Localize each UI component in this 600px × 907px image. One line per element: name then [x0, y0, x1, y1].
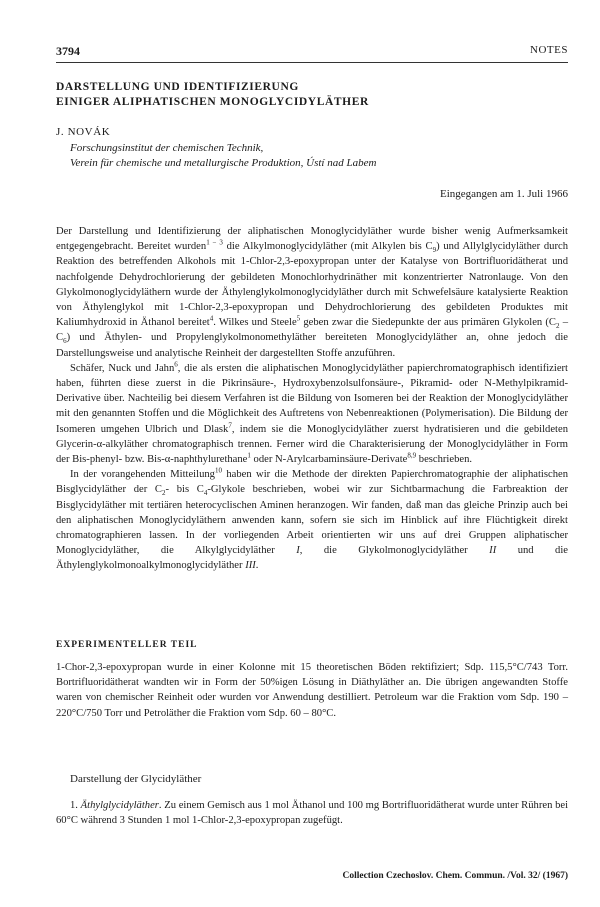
- experimental-heading: EXPERIMENTELLER TEIL: [56, 640, 198, 650]
- author-name: J. NOVÁK: [56, 126, 111, 138]
- section-label: NOTES: [530, 44, 568, 56]
- page-number: 3794: [56, 44, 80, 58]
- header-rule: [56, 62, 568, 63]
- running-header: [56, 44, 568, 62]
- title-line-2: EINIGER ALIPHATISCHEN MONOGLYCIDYLÄTHER: [56, 96, 369, 108]
- received-date: Eingegangen am 1. Juli 1966: [439, 188, 568, 200]
- article-title: [56, 80, 369, 110]
- intro-paragraph-1: Der Darstellung und Identifizierung der aliphatischen Monoglycidyläther wurde bisher wenig Aufmerksamkeit entgegengebracht. Bereitet wurden$^{1 - 3}$ die Alkylmonoglycidyläther (mit Alkylen bis $C_9$) und Allylglycidyläther durch Reaktion des betreffenden Alkohols mit 1-Chlor-2,3-epoxypropan unter der Katalyse von Bortrifluoridätherat und nachfolgende Dehydrochlorierung der gebildeten Monochlorhydrinäther mit konzentrierter Natronlauge. Von den Glykolmonoglycidyläthern wurde der Äthylenglykolmonoglycidyläther durch mit Schwefelsäure katalysierte Reaktion von Äthylenglykol mit 1-Chlor-2,3-epoxypropan und Dehydrochlorierung des gebildeten Produktes mit Kaliumhydroxid in Äthanol bereitet$^4$. Wilkes und Steele$^5$ geben zwar die Siedepunkte der aus primären Glykolen $(C_2 - C_6)$ und Äthylen- und Propylenglykolmonomethyläther bereiteten Monoglycidyläther an, ohne jedoch die Darstellungsweise und analytische Reinheit der dargestellten Stoffe anzuführen.: [56, 226, 569, 359]
- intro-paragraph-3: In der vorangehenden Mitteilung$^{10}$ haben wir die Methode der direkten Papierchromatographie der aliphatischen Bisglycidyläther der $C_2-$ bis $C_4$-Glykole beschrieben, wobei wir zur Sichtbarmachung die Farbreaktion der Bisglycidyläther mit tertiären heterocyclischen Aminen heranzogen. Wir fanden, daß man das gleiche Prinzip auch bei den aliphatischen Monoglycidyläthern anwenden kann, sofern sie sich im Hinblick auf ihre Flüchtigkeit direkt chromatographieren lassen. In der vorliegenden Arbeit orientierten wir uns auf drei Gruppen aliphatischer Monoglycidyläther, die Alkylglycidyläther I, die Glykolmonoglycidyläther II und die Äthylenglykolmonoalkylmonoglycidyläther III.: [56, 466, 568, 572]
- title-line-1: DARSTELLUNG UND IDENTIFIZIERUNG: [56, 81, 299, 93]
- experimental-section: [56, 660, 568, 721]
- affiliation-line-1: Forschungsinstitut der chemischen Technik,: [70, 142, 264, 154]
- procedure-section: [56, 798, 568, 828]
- introduction: [56, 224, 568, 574]
- affiliation: [70, 141, 376, 171]
- journal-footer: Collection Czechoslov. Chem. Commun. /Vol. 32/ (1967): [342, 871, 568, 881]
- experimental-paragraph-1: 1-Chor-2,3-epoxypropan wurde in einer Kolonne mit 15 theoretischen Böden rektifiziert; Sdp. 115,5°C/743 Torr. Bortrifluoridätherat wandten wir in Form der 50%igen Lösung in Diäthyläther an. Die übrigen angewandten Stoffe waren von chemischer Reinheit oder wurden vor Anwendung destilliert. Petroleum war die Fraktion vom Sdp. 190 – 220°C/750 Torr und Petroläther die Fraktion vom Sdp. 60 – 80°C.: [56, 662, 568, 719]
- subsection-title: Darstellung der Glycidyläther: [70, 773, 202, 785]
- intro-paragraph-2: Schäfer, Nuck und Jahn$^6$, die als ersten die aliphatischen Monoglycidyläther papierchromatographisch identifiziert haben, führten diese zuerst in die Pikrinsäure-, Hydroxybenzolsulfonsäure-, Pikramid- oder N-Methylpikramid-Derivative über. Nachteilig bei diesem Verfahren ist die Bildung von Isomeren bei der Reaktion der Monoglycidyläther mit den genannten Stoffen und die Möglichkeit des Auftretens von Nebenreaktionen (Polymerisation). Die Bildung der Isomeren umgehen Ulbrich und Dlask$^7$, indem sie die Monoglycidyläther zuerst hydratisieren und die gebildeten Glycerin-α-alkyläther chromatographisch trennen. Ferner wird die Charakterisierung der Monoglycidyläther in Form der Bis-phenyl- bzw. Bis-α-naphthylurethane$^1$ oder N-Arylcarbaminsäure-Derivate$^{8,9}$ beschrieben.: [56, 360, 569, 466]
- procedure-paragraph-1: 1. Äthylglycidyläther. Zu einem Gemisch aus 1 mol Äthanol und 100 mg Bortrifluoridätherat wurde unter Rühren bei 60°C während 3 Stunden 1 mol 1-Chlor-2,3-epoxypropan zugefügt.: [56, 800, 569, 827]
- affiliation-line-2: Verein für chemische und metallurgische Produktion, Ústí nad Labem: [70, 157, 377, 169]
